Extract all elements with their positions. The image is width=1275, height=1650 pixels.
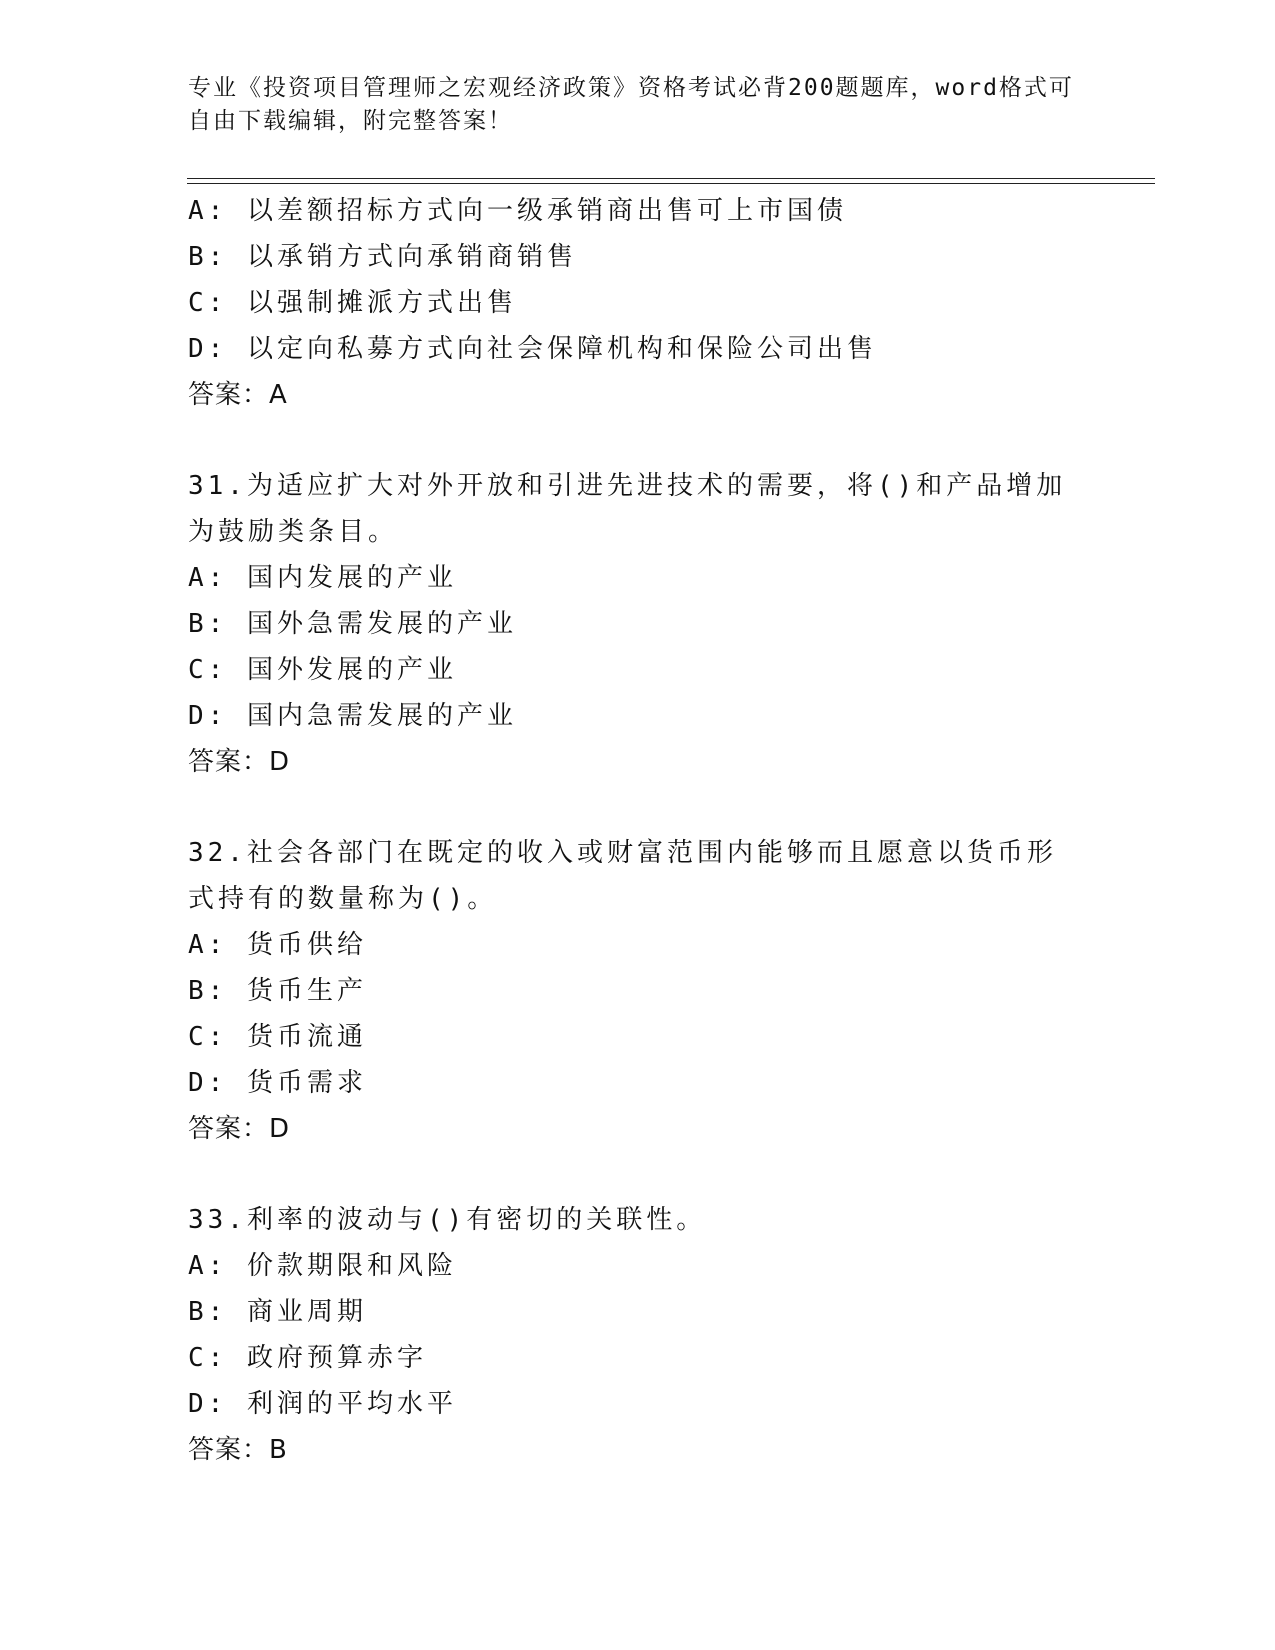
option-b: B: 国外急需发展的产业 [188, 609, 517, 639]
answer-text: 答案：D [188, 1114, 291, 1144]
option-d: D: 货币需求 [188, 1068, 367, 1098]
answer-text: 答案：D [188, 747, 291, 777]
question-text: 31.为适应扩大对外开放和引进先进技术的需要，将()和产品增加为鼓励类条目。 [188, 471, 1067, 547]
option-d: D: 国内急需发展的产业 [188, 701, 517, 731]
option-b: B: 以承销方式向承销商销售 [188, 242, 577, 272]
option-a: A: 国内发展的产业 [188, 563, 457, 593]
document-header [188, 72, 1088, 138]
option-c: C: 政府预算赤字 [188, 1343, 427, 1373]
question-list [188, 188, 1088, 1473]
question-text: 33.利率的波动与()有密切的关联性。 [188, 1205, 707, 1235]
option-c: C: 国外发展的产业 [188, 655, 457, 685]
header-line-2: 自由下载编辑，附完整答案！ [188, 108, 513, 134]
question-31 [188, 463, 1088, 785]
spacer [188, 418, 1088, 463]
question-33 [188, 1197, 1088, 1473]
spacer [188, 785, 1088, 830]
answer-text: 答案：A [188, 380, 288, 410]
question-32 [188, 830, 1088, 1152]
option-b: B: 货币生产 [188, 976, 367, 1006]
option-d: D: 利润的平均水平 [188, 1389, 457, 1419]
question-text: 32.社会各部门在既定的收入或财富范围内能够而且愿意以货币形式持有的数量称为()。 [188, 838, 1057, 914]
answer-text: 答案：B [188, 1435, 288, 1465]
option-a: A: 货币供给 [188, 930, 367, 960]
option-c: C: 货币流通 [188, 1022, 367, 1052]
question-30 [188, 188, 1088, 418]
option-d: D: 以定向私募方式向社会保障机构和保险公司出售 [188, 334, 877, 364]
option-c: C: 以强制摊派方式出售 [188, 288, 517, 318]
header-divider-bottom [187, 183, 1155, 184]
header-divider-top [187, 178, 1155, 179]
spacer [188, 1152, 1088, 1197]
option-a: A: 价款期限和风险 [188, 1251, 457, 1281]
header-line-1: 专业《投资项目管理师之宏观经济政策》资格考试必背200题题库，word格式可 [188, 75, 1074, 101]
option-a: A: 以差额招标方式向一级承销商出售可上市国债 [188, 196, 847, 226]
option-b: B: 商业周期 [188, 1297, 367, 1327]
